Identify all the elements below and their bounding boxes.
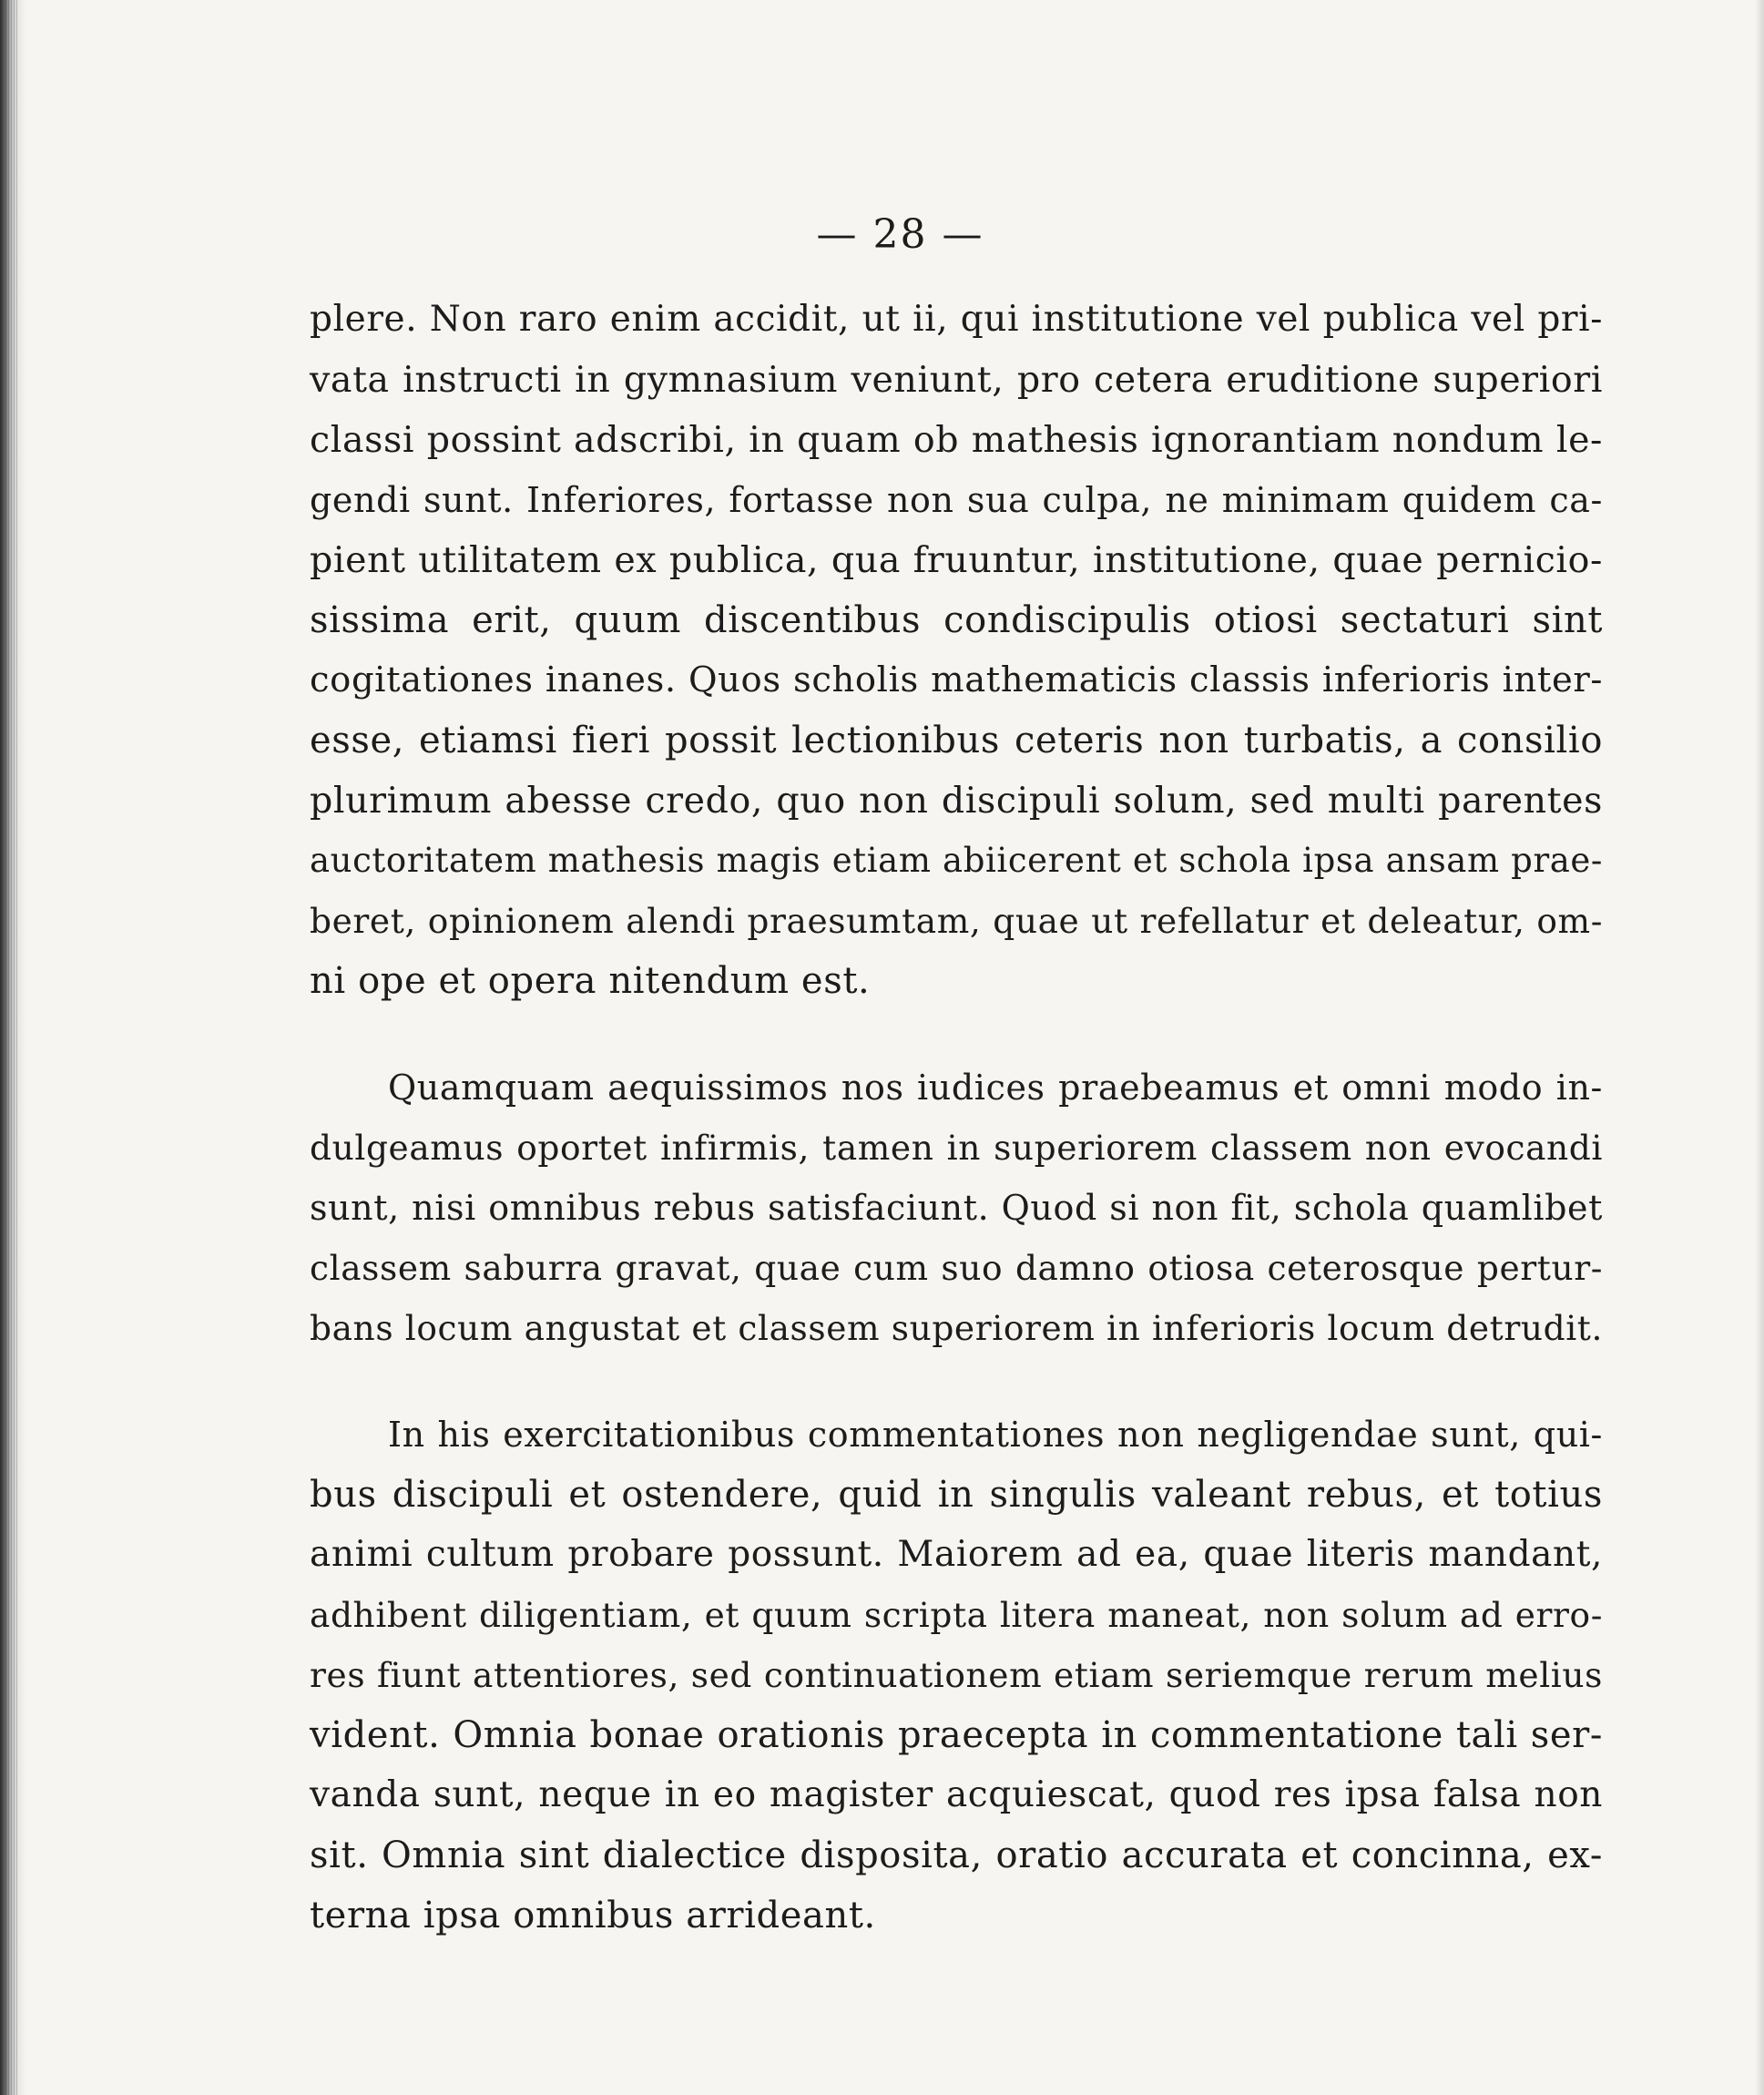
- text-line: vident. Omnia bonae orationis praecepta in commentatione tali ser-: [310, 1714, 1603, 1756]
- page-binding-edge: [0, 0, 25, 2095]
- text-line: plurimum abesse credo, quo non discipuli solum, sed multi parentes: [310, 780, 1603, 822]
- text-line: terna ipsa omnibus arrideant.: [310, 1895, 876, 1937]
- paragraph: [310, 1405, 1603, 1946]
- paragraph-gap: [310, 1011, 1603, 1058]
- text-line: esse, etiamsi fieri possit lectionibus ceteris non turbatis, a consilio: [310, 720, 1603, 761]
- text-line: sit. Omnia sint dialectice disposita, oratio accurata et concinna, ex-: [310, 1834, 1603, 1876]
- text-line: ni ope et opera nitendum est.: [310, 960, 871, 1002]
- text-line: gendi sunt. Inferiores, fortasse non sua culpa, ne minimam quidem ca-: [310, 480, 1603, 520]
- page-right-edge: [1755, 0, 1764, 2095]
- text-line: vata instructi in gymnasium veniunt, pro cetera eruditione superiori: [310, 359, 1603, 401]
- text-line: bus discipuli et ostendere, quid in singulis valeant rebus, et totius: [310, 1474, 1603, 1516]
- text-line: classem saburra gravat, quae cum suo damno otiosa ceterosque pertur-: [310, 1248, 1603, 1288]
- paragraph-gap: [310, 1358, 1603, 1405]
- text-line: vanda sunt, neque in eo magister acquiescat, quod res ipsa falsa non: [310, 1774, 1603, 1815]
- text-line: sunt, nisi omnibus rebus satisfaciunt. Quod si non fit, schola quamlibet: [310, 1188, 1603, 1228]
- page-binding-lines: [5, 0, 18, 2095]
- text-line: Quamquam aequissimos nos iudices praebeamus et omni modo in-: [388, 1068, 1603, 1108]
- text-line: pient utilitatem ex publica, qua fruuntur, institutione, quae pernicio-: [310, 539, 1603, 581]
- text-line: sissima erit, quum discentibus condiscipulis otiosi sectaturi sint: [310, 599, 1603, 641]
- paragraph: [310, 1058, 1603, 1358]
- text-line: cogitationes inanes. Quos scholis mathematicis classis inferioris inter-: [310, 659, 1603, 700]
- text-line: dulgeamus oportet infirmis, tamen in superiorem classem non evocandi: [310, 1128, 1603, 1168]
- text-line: auctoritatem mathesis magis etiam abiicerent et schola ipsa ansam prae-: [310, 841, 1603, 880]
- text-line: res fiunt attentiores, sed continuationem etiam seriemque rerum melius: [310, 1655, 1603, 1695]
- text-line: beret, opinionem alendi praesumtam, quae ut refellatur et deleatur, om-: [310, 901, 1603, 941]
- page-number: — 28 —: [816, 211, 984, 258]
- text-line: adhibent diligentiam, et quum scripta litera maneat, non solum ad erro-: [310, 1595, 1603, 1635]
- text-line: In his exercitationibus commentationes non negligendae sunt, qui-: [388, 1415, 1603, 1455]
- text-line: animi cultum probare possunt. Maiorem ad ea, quae literis mandant,: [310, 1534, 1603, 1575]
- text-line: plere. Non raro enim accidit, ut ii, qui institutione vel publica vel pri-: [310, 299, 1603, 340]
- text-block: [310, 290, 1603, 1946]
- text-line: bans locum angustat et classem superiorem in inferioris locum detrudit.: [310, 1308, 1603, 1348]
- paragraph: [310, 290, 1603, 1011]
- text-line: classi possint adscribi, in quam ob mathesis ignorantiam nondum le-: [310, 419, 1603, 461]
